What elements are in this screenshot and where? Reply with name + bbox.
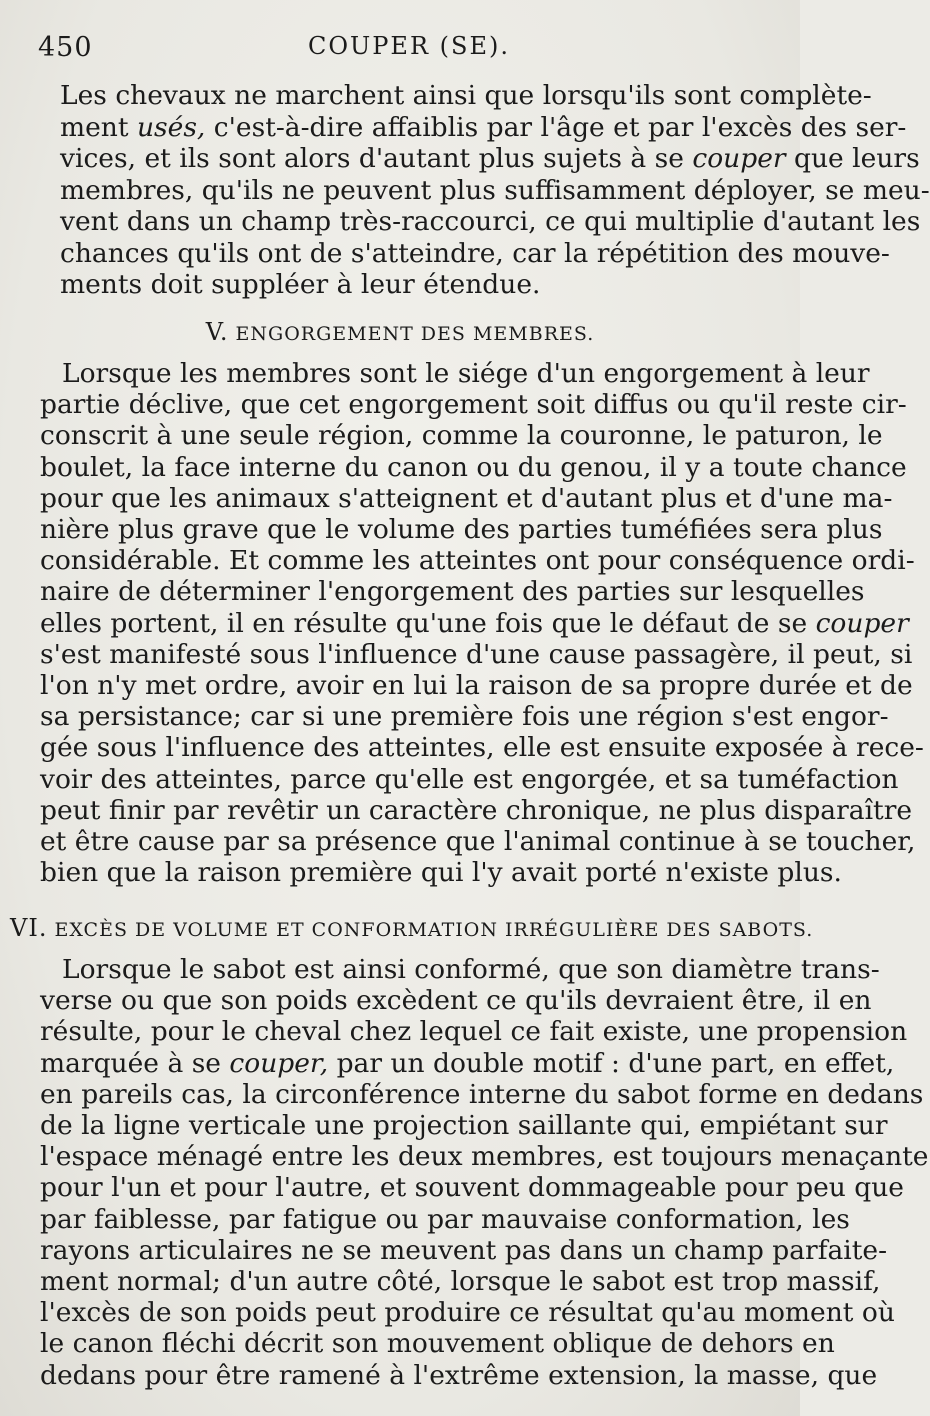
- text-line: ments doit suppléer à leur étendue.: [60, 269, 541, 300]
- text-line: considérable. Et comme les atteintes ont pour conséquence ordi-: [40, 545, 915, 577]
- text-line: nière plus grave que le volume des parties tuméfiées sera plus: [40, 514, 883, 545]
- text-line: dedans pour être ramené à l'extrême extension, la masse, que: [40, 1359, 878, 1391]
- text-line: voir des atteintes, parce qu'elle est engorgée, et sa tuméfaction: [40, 763, 899, 795]
- section-number: V.: [205, 318, 229, 346]
- text-line: résulte, pour le cheval chez lequel ce fait existe, une propension: [40, 1016, 908, 1048]
- text-line: chances qu'ils ont de s'atteindre, car la répétition des mouve-: [60, 237, 890, 269]
- text-line: marquée à se couper, par un double motif : d'une part, en effet,: [40, 1047, 895, 1079]
- text-line: vices, et ils sont alors d'autant plus sujets à se couper que leurs: [60, 143, 920, 174]
- text-line: Les chevaux ne marchent ainsi que lorsqu'ils sont complète-: [60, 80, 872, 111]
- text-line: pour que les animaux s'atteignent et d'autant plus et d'une ma-: [40, 482, 893, 514]
- text-line: bien que la raison première qui l'y avait porté n'existe plus.: [40, 857, 842, 889]
- text-line: sa persistance; car si une première fois une région s'est engor-: [40, 701, 889, 733]
- section-title: EXCÈS DE VOLUME ET CONFORMATION IRRÉGULIÈRE DES SABOTS.: [54, 919, 814, 941]
- section-title: ENGORGEMENT DES MEMBRES.: [235, 323, 595, 345]
- text-line: membres, qu'ils ne peuvent plus suffisamment déployer, se meu-: [60, 174, 930, 206]
- section-number: VI.: [10, 914, 48, 942]
- text-line: s'est manifesté sous l'influence d'une cause passagère, il peut, si: [40, 638, 913, 670]
- page-header: [38, 32, 760, 72]
- text-line: vent dans un champ très-raccourci, ce qui multiplie d'autant les: [60, 206, 921, 237]
- text-line: partie déclive, que cet engorgement soit diffus ou qu'il reste cir-: [40, 389, 907, 421]
- page-number: 450: [38, 32, 93, 63]
- text-line: rayons articulaires ne se meuvent pas dans un champ parfaite-: [40, 1234, 888, 1266]
- text-line: peut finir par revêtir un caractère chronique, ne plus disparaître: [40, 794, 913, 826]
- text-line: pour l'un et pour l'autre, et souvent dommageable pour peu que: [40, 1172, 904, 1204]
- section-heading-v: [0, 318, 800, 346]
- text-line: de la ligne verticale une projection saillante qui, empiétant sur: [40, 1110, 888, 1141]
- text-line: elles portent, il en résulte qu'une fois que le défaut de se couper: [40, 607, 909, 639]
- text-line: verse ou que son poids excèdent ce qu'ils devraient être, il en: [40, 985, 872, 1017]
- text-line: l'on n'y met ordre, avoir en lui la raison de sa propre durée et de: [40, 670, 913, 701]
- text-line: le canon fléchi décrit son mouvement oblique de dehors en: [40, 1328, 835, 1360]
- text-line: boulet, la face interne du canon ou du genou, il y a toute chance: [40, 451, 907, 483]
- text-line: naire de déterminer l'engorgement des parties sur lesquelles: [40, 576, 865, 608]
- text-line: ment usés, c'est-à-dire affaiblis par l'âge et par l'excès des ser-: [60, 111, 907, 143]
- running-head: COUPER (SE).: [308, 32, 510, 60]
- text-line: et être cause par sa présence que l'animal continue à se toucher,: [40, 826, 916, 857]
- text-line: l'excès de son poids peut produire ce résultat qu'au moment où: [40, 1297, 895, 1329]
- text-line: gée sous l'influence des atteintes, elle est ensuite exposée à rece-: [40, 732, 924, 764]
- text-line: l'espace ménagé entre les deux membres, est toujours menaçante: [40, 1141, 929, 1173]
- text-line: ment normal; d'un autre côté, lorsque le sabot est trop massif,: [40, 1266, 881, 1297]
- text-line: par faiblesse, par fatigue ou par mauvaise conformation, les: [40, 1203, 850, 1235]
- text-line: Lorsque le sabot est ainsi conformé, que son diamètre trans-: [62, 954, 880, 985]
- text-line: en pareils cas, la circonférence interne du sabot forme en dedans: [40, 1078, 924, 1110]
- text-line: Lorsque les membres sont le siége d'un engorgement à leur: [62, 358, 870, 389]
- text-line: conscrit à une seule région, comme la couronne, le paturon, le: [40, 420, 883, 452]
- section-heading-vi: [0, 914, 814, 942]
